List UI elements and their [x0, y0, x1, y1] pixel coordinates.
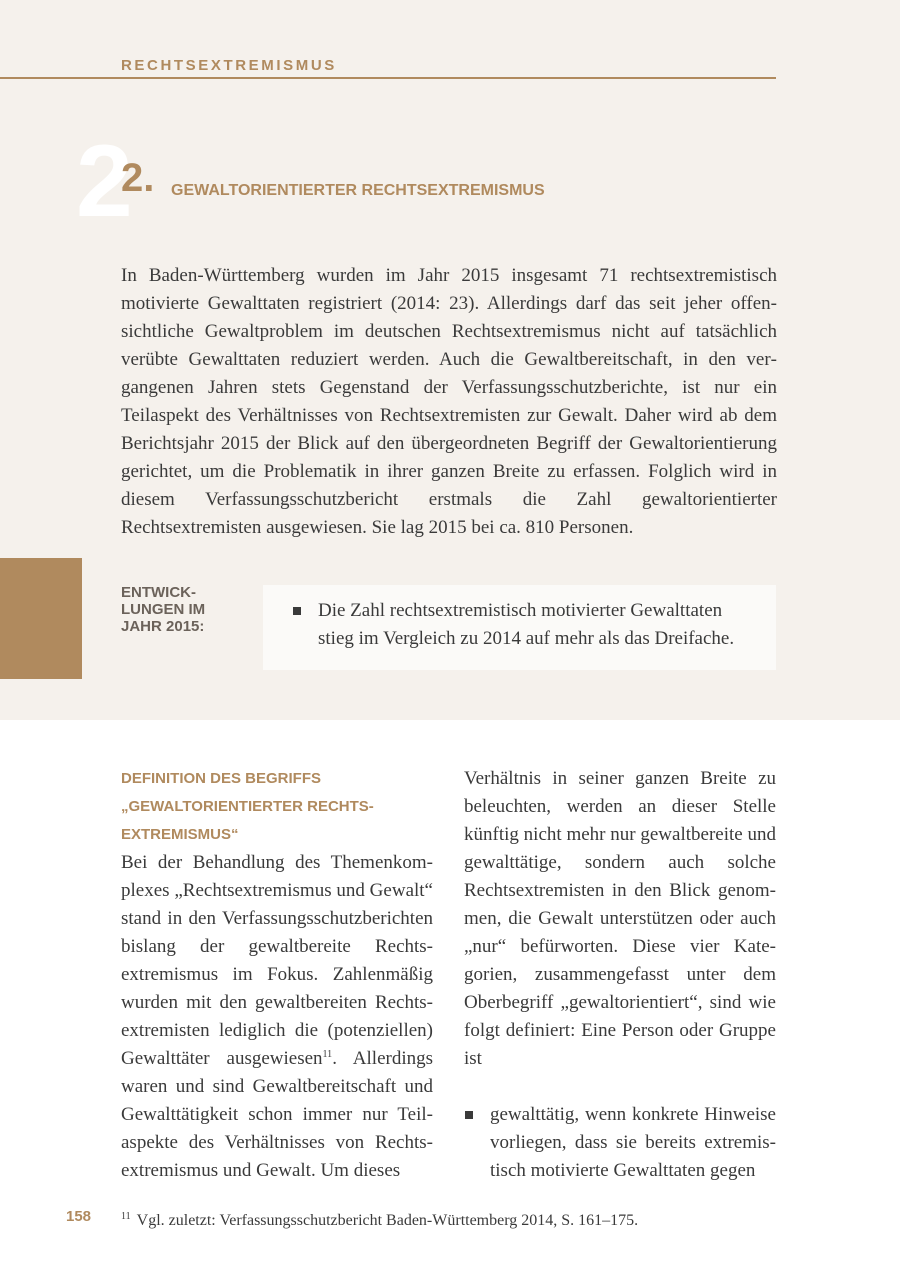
definition-left-column	[121, 849, 433, 1185]
chapter-number: 2.	[121, 156, 155, 200]
footnote-number: 11	[121, 1211, 131, 1222]
developments-item: Die Zahl rechtsextremistisch motivierter Gewalttaten stieg im Vergleich zu 2014 auf mehr als das Dreifache.	[318, 600, 735, 649]
footnote-text: Vgl. zuletzt: Verfassungsschutzbericht Baden-Württemberg 2014, S. 161–175.	[136, 1212, 639, 1229]
definition-right-column: Verhältnis in seiner ganzen Breite zu beleuchten, werden an dieser Stelle künftig nicht mehr nur gewaltbereite und gewalttätige, sondern auch solche Rechtsextremisten in den Blick genommen, die Gewalt unterstützen oder auch „nur“ befürworten. Diese vier Kategorien, zusammengefasst unter dem Oberbegriff „gewaltorientiert“, sind wie folgt definiert: Eine Person oder Gruppe ist	[464, 768, 776, 1069]
left-column-text: Bei der Behandlung des Themenkomplexes „Rechtsextremismus und Gewalt“ stand in den Verfassungsschutzberichten bislang der gewaltbereite Rechtsextremismus im Fokus. Zahlenmäßig wurden mit den gewaltbereiten Rechtsextremisten lediglich die (potenziellen) Gewalttäter ausgewiesen	[121, 852, 433, 1069]
intro-paragraph: In Baden-Württemberg wurden im Jahr 2015 insgesamt 71 rechtsextremistisch motivierte Gewalttaten registriert (2014: 23). Allerdings darf das seit jeher offensichtliche Gewaltproblem im deutschen Rechtsextremismus nicht auf tatsächlich verübte Gewalttaten reduziert werden. Auch die Gewaltbereitschaft, in den vergangenen Jahren stets Gegenstand der Verfassungsschutzberichte, ist nur ein Teilaspekt des Verhältnisses von Rechtsextremisten zur Gewalt. Daher wird ab dem Berichtsjahr 2015 der Blick auf den übergeordneten Begriff der Gewaltorientierung gerichtet, um die Problematik in ihrer ganzen Breite zu erfassen. Folglich wird in diesem Verfassungsschutzbericht erstmals die Zahl gewaltorientierter Rechtsextremisten ausgewiesen. Sie lag 2015 bei ca. 810 Personen.	[121, 265, 777, 538]
chapter-title: GEWALTORIENTIERTER RECHTSEXTREMISMUS	[171, 182, 545, 199]
developments-label-line: ENTWICK-	[121, 584, 196, 601]
bullet-square-icon	[465, 1111, 473, 1119]
left-column-text: . Allerdings waren und sind Gewaltbereitschaft und Gewalttätigkeit schon immer nur Teilaspekte des Verhältnisses von Rechtsextremismus und Gewalt. Um dieses	[121, 1048, 433, 1181]
developments-label-line: LUNGEN IM	[121, 601, 206, 618]
running-head: RECHTSEXTREMISMUS	[121, 57, 337, 74]
chapter-number-watermark: 2	[76, 124, 129, 238]
developments-label	[121, 584, 251, 635]
developments-label-line: JAHR 2015:	[121, 618, 205, 635]
footnote-reference[interactable]: 11	[322, 1049, 333, 1060]
header-rule	[0, 77, 776, 79]
footnote	[121, 1206, 781, 1232]
definition-heading-line: DEFINITION DES BEGRIFFS	[121, 770, 322, 787]
definition-heading-line: EXTREMISMUS“	[121, 826, 239, 843]
definition-heading	[121, 765, 421, 849]
page-number: 158	[66, 1208, 92, 1225]
definition-bullet-item: gewalttätig, wenn konkrete Hinweise vorliegen, dass sie bereits extremistisch motivierte Gewalttaten gegen	[490, 1104, 776, 1181]
bullet-square-icon	[293, 607, 301, 615]
definition-heading-line: „GEWALTORIENTIERTER RECHTS-	[121, 798, 374, 815]
section-marker-block	[0, 558, 82, 679]
